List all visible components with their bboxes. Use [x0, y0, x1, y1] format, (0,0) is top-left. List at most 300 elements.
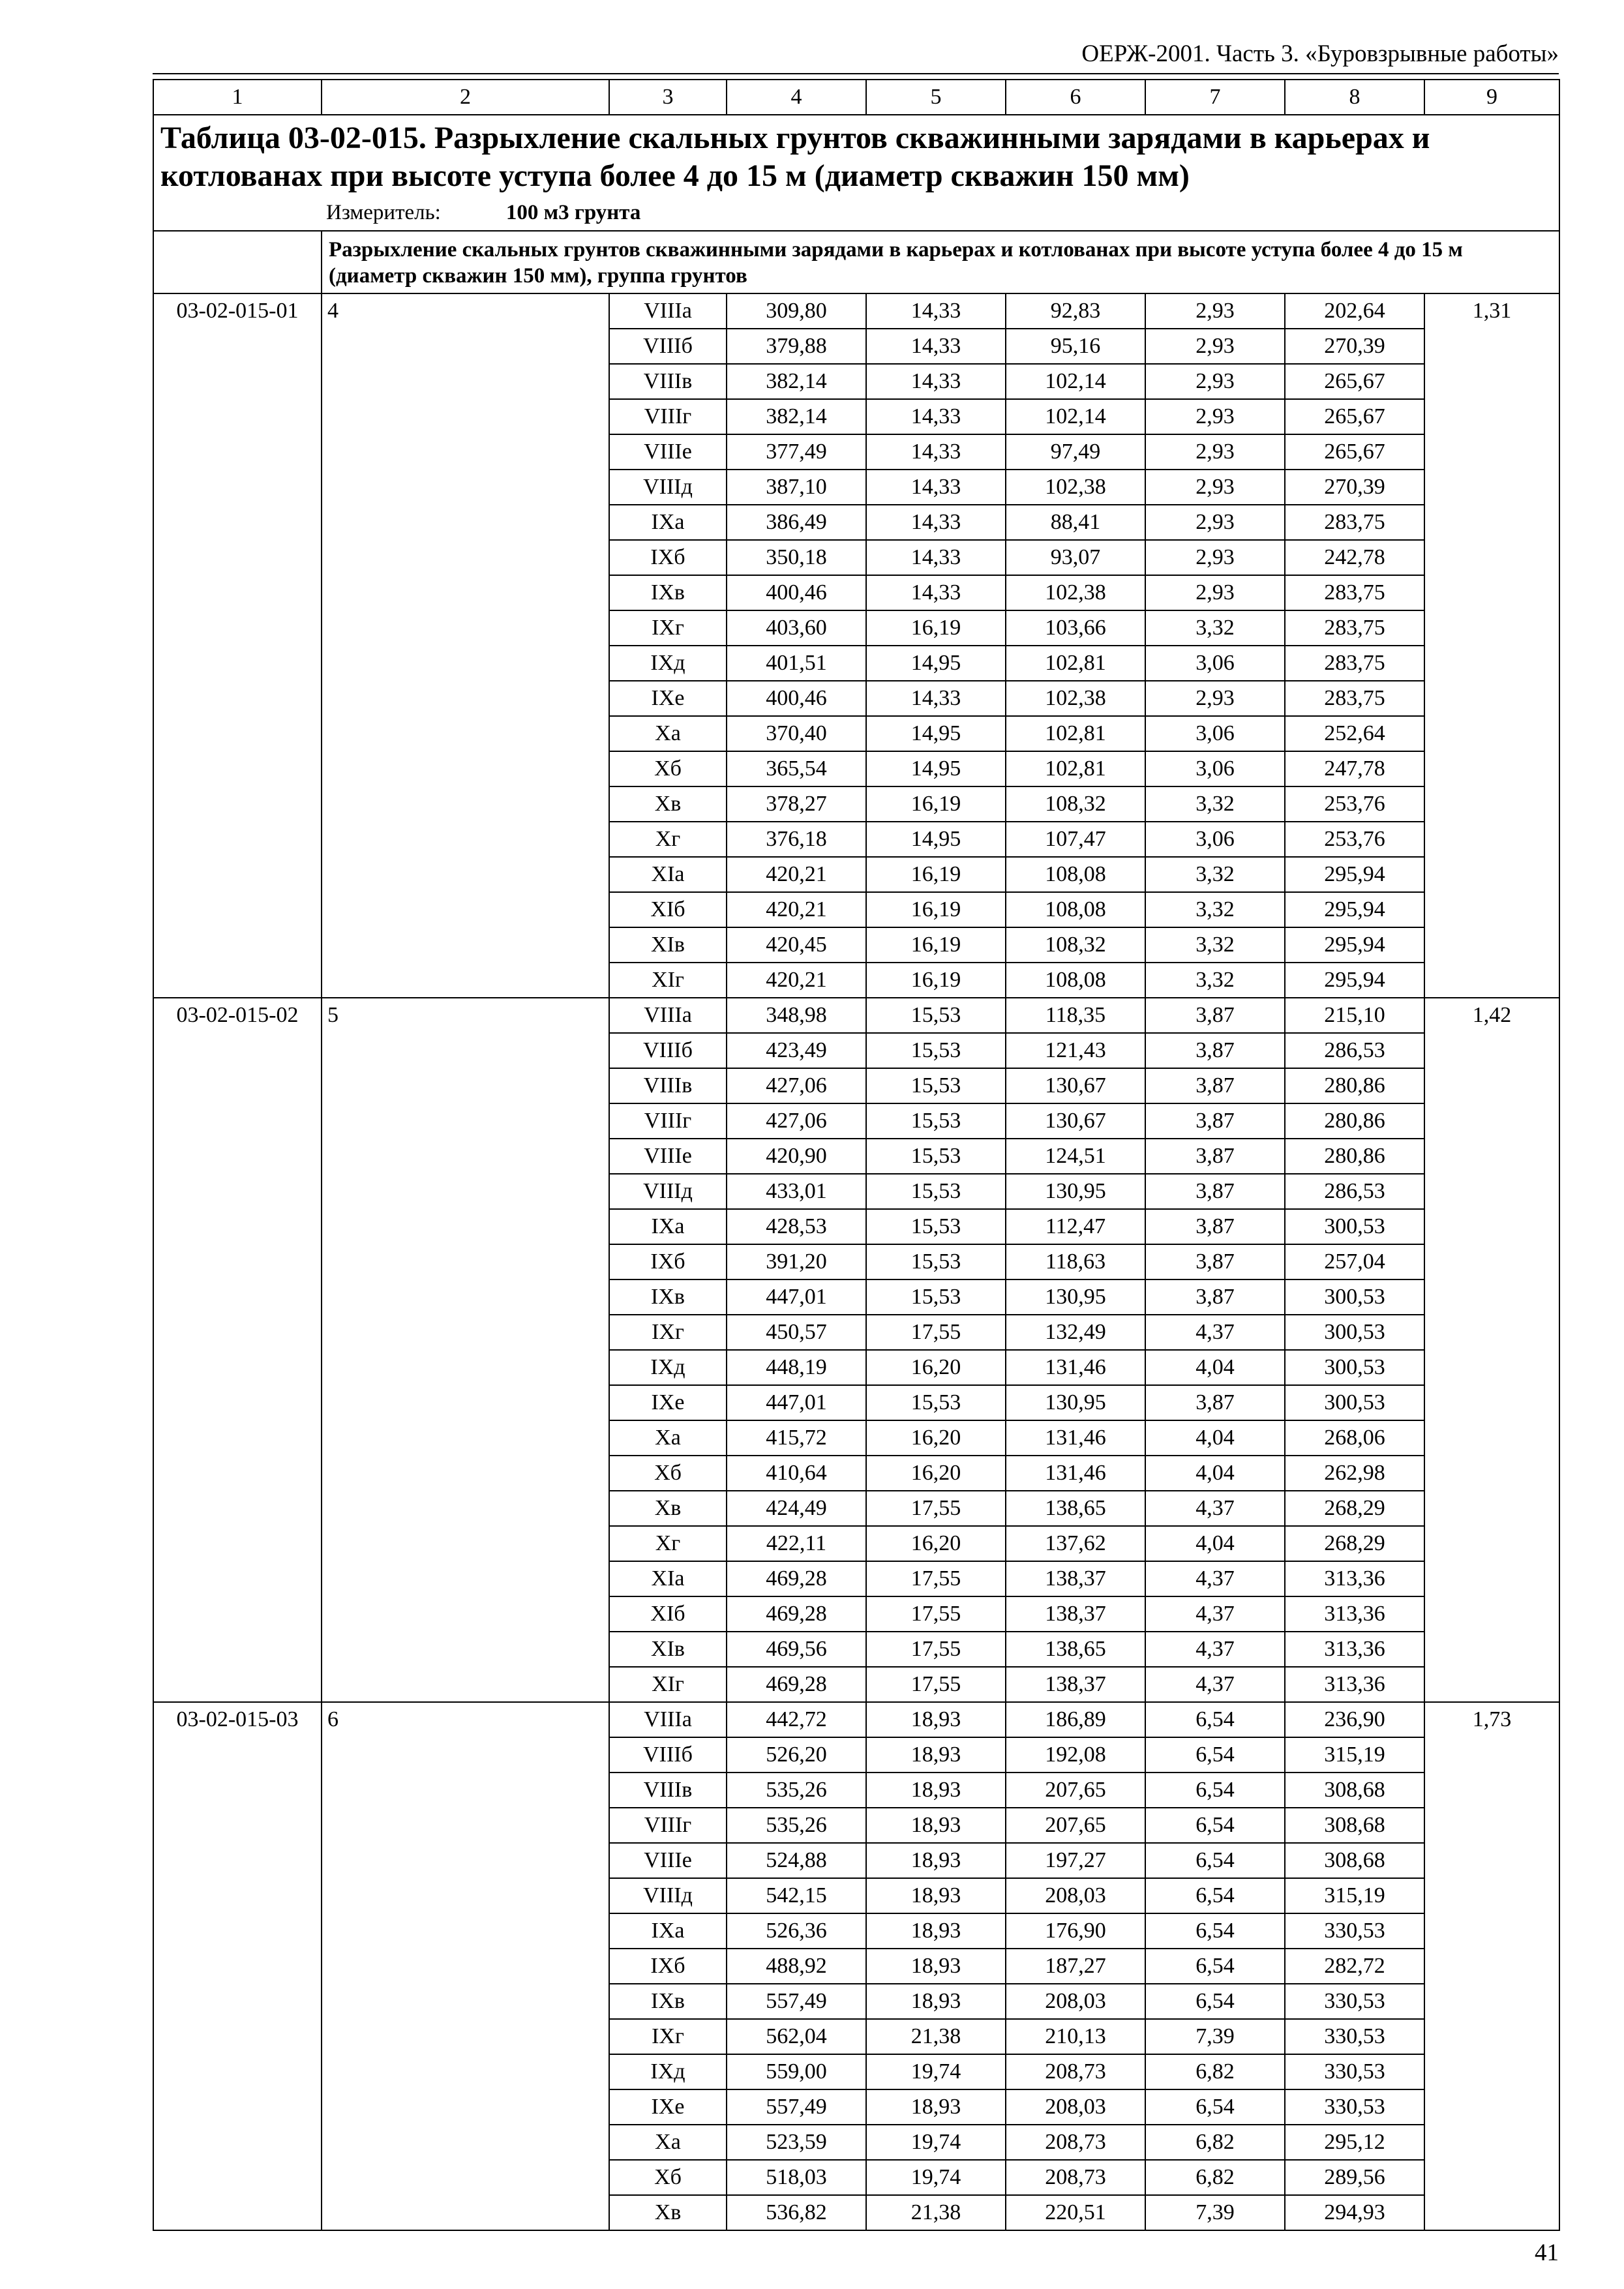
table-title-cell: [153, 115, 1559, 231]
table-title-row: [153, 115, 1559, 231]
rate-code: 03-02-015-01: [153, 293, 322, 998]
soil-group: 5: [322, 998, 609, 1702]
labor-wages: 18,93: [866, 1737, 1006, 1773]
operator-wages: 3,87: [1145, 1244, 1285, 1279]
machine-operation: 132,49: [1006, 1315, 1145, 1350]
labor-wages: 14,95: [866, 751, 1006, 786]
total-cost: 469,28: [727, 1596, 866, 1632]
materials-cost: 236,90: [1285, 1702, 1424, 1737]
labor-wages: 18,93: [866, 1808, 1006, 1843]
labor-wages: 18,93: [866, 1843, 1006, 1878]
total-cost: 442,72: [727, 1702, 866, 1737]
operator-wages: 4,04: [1145, 1526, 1285, 1561]
operator-wages: 2,93: [1145, 505, 1285, 540]
total-cost: 400,46: [727, 681, 866, 716]
operator-wages: 6,54: [1145, 1773, 1285, 1808]
rock-category: Xв: [609, 2195, 727, 2230]
labor-wages: 19,74: [866, 2160, 1006, 2195]
operator-wages: 2,93: [1145, 681, 1285, 716]
rock-category: VIIIд: [609, 1878, 727, 1913]
labor-wages: 15,53: [866, 1139, 1006, 1174]
total-cost: 450,57: [727, 1315, 866, 1350]
materials-cost: 308,68: [1285, 1773, 1424, 1808]
column-number: 9: [1424, 80, 1559, 115]
total-cost: 469,28: [727, 1561, 866, 1596]
machine-operation: 102,38: [1006, 575, 1145, 610]
machine-operation: 138,65: [1006, 1491, 1145, 1526]
labor-hours: 1,31: [1424, 293, 1559, 998]
total-cost: 401,51: [727, 646, 866, 681]
materials-cost: 265,67: [1285, 364, 1424, 399]
rock-category: Xб: [609, 2160, 727, 2195]
operator-wages: 4,37: [1145, 1596, 1285, 1632]
labor-wages: 14,33: [866, 364, 1006, 399]
operator-wages: 3,06: [1145, 716, 1285, 751]
operator-wages: 2,93: [1145, 293, 1285, 329]
materials-cost: 283,75: [1285, 681, 1424, 716]
labor-wages: 14,95: [866, 716, 1006, 751]
rock-category: IXв: [609, 1984, 727, 2019]
total-cost: 433,01: [727, 1174, 866, 1209]
labor-wages: 15,53: [866, 1209, 1006, 1244]
machine-operation: 197,27: [1006, 1843, 1145, 1878]
machine-operation: 130,67: [1006, 1068, 1145, 1103]
rock-category: VIIIг: [609, 1808, 727, 1843]
materials-cost: 330,53: [1285, 1984, 1424, 2019]
labor-wages: 14,33: [866, 399, 1006, 434]
rock-category: VIIIе: [609, 1843, 727, 1878]
table-row: [153, 1702, 1559, 1737]
total-cost: 391,20: [727, 1244, 866, 1279]
labor-wages: 14,95: [866, 646, 1006, 681]
total-cost: 386,49: [727, 505, 866, 540]
total-cost: 542,15: [727, 1878, 866, 1913]
rock-category: Xа: [609, 1420, 727, 1456]
operator-wages: 3,87: [1145, 1385, 1285, 1420]
operator-wages: 3,32: [1145, 857, 1285, 892]
machine-operation: 102,38: [1006, 681, 1145, 716]
norms-table: [153, 79, 1560, 2231]
operator-wages: 4,37: [1145, 1491, 1285, 1526]
total-cost: 469,56: [727, 1632, 866, 1667]
rock-category: IXд: [609, 2054, 727, 2089]
machine-operation: 208,73: [1006, 2054, 1145, 2089]
operator-wages: 2,93: [1145, 434, 1285, 470]
labor-wages: 16,19: [866, 892, 1006, 927]
operator-wages: 6,54: [1145, 1808, 1285, 1843]
rock-category: Xа: [609, 716, 727, 751]
total-cost: 526,36: [727, 1913, 866, 1949]
operator-wages: 6,54: [1145, 2089, 1285, 2125]
rock-category: Xб: [609, 751, 727, 786]
column-number: 6: [1006, 80, 1145, 115]
materials-cost: 270,39: [1285, 329, 1424, 364]
labor-wages: 15,53: [866, 998, 1006, 1033]
total-cost: 526,20: [727, 1737, 866, 1773]
column-number: 2: [322, 80, 609, 115]
labor-wages: 18,93: [866, 1984, 1006, 2019]
materials-cost: 294,93: [1285, 2195, 1424, 2230]
operator-wages: 2,93: [1145, 399, 1285, 434]
materials-cost: 253,76: [1285, 822, 1424, 857]
total-cost: 378,27: [727, 786, 866, 822]
operator-wages: 7,39: [1145, 2195, 1285, 2230]
total-cost: 415,72: [727, 1420, 866, 1456]
rock-category: VIIIб: [609, 1033, 727, 1068]
rock-category: VIIIг: [609, 399, 727, 434]
operator-wages: 4,37: [1145, 1315, 1285, 1350]
machine-operation: 93,07: [1006, 540, 1145, 575]
total-cost: 348,98: [727, 998, 866, 1033]
rock-category: XIа: [609, 857, 727, 892]
total-cost: 469,28: [727, 1667, 866, 1702]
machine-operation: 103,66: [1006, 610, 1145, 646]
labor-wages: 15,53: [866, 1033, 1006, 1068]
operator-wages: 3,06: [1145, 822, 1285, 857]
rock-category: IXд: [609, 1350, 727, 1385]
labor-wages: 15,53: [866, 1279, 1006, 1315]
labor-wages: 21,38: [866, 2195, 1006, 2230]
materials-cost: 262,98: [1285, 1456, 1424, 1491]
materials-cost: 283,75: [1285, 575, 1424, 610]
materials-cost: 280,86: [1285, 1103, 1424, 1139]
machine-operation: 88,41: [1006, 505, 1145, 540]
operator-wages: 3,87: [1145, 1068, 1285, 1103]
materials-cost: 315,19: [1285, 1878, 1424, 1913]
materials-cost: 330,53: [1285, 2089, 1424, 2125]
meter-value: 100 м3 грунта: [505, 201, 641, 224]
operator-wages: 6,54: [1145, 1737, 1285, 1773]
materials-cost: 300,53: [1285, 1315, 1424, 1350]
labor-wages: 18,93: [866, 1702, 1006, 1737]
operator-wages: 4,04: [1145, 1456, 1285, 1491]
machine-operation: 210,13: [1006, 2019, 1145, 2054]
rock-category: VIIIа: [609, 998, 727, 1033]
total-cost: 382,14: [727, 399, 866, 434]
total-cost: 428,53: [727, 1209, 866, 1244]
operator-wages: 3,32: [1145, 927, 1285, 963]
operator-wages: 7,39: [1145, 2019, 1285, 2054]
labor-wages: 16,19: [866, 786, 1006, 822]
labor-wages: 15,53: [866, 1244, 1006, 1279]
operator-wages: 6,54: [1145, 1878, 1285, 1913]
rock-category: Xб: [609, 1456, 727, 1491]
total-cost: 447,01: [727, 1385, 866, 1420]
rock-category: IXв: [609, 1279, 727, 1315]
table-row: [153, 293, 1559, 329]
operator-wages: 6,54: [1145, 1843, 1285, 1878]
materials-cost: 313,36: [1285, 1561, 1424, 1596]
materials-cost: 295,12: [1285, 2125, 1424, 2160]
rock-category: VIIIв: [609, 364, 727, 399]
operator-wages: 3,87: [1145, 1033, 1285, 1068]
labor-wages: 17,55: [866, 1632, 1006, 1667]
rock-category: XIа: [609, 1561, 727, 1596]
materials-cost: 268,29: [1285, 1526, 1424, 1561]
rock-category: XIб: [609, 892, 727, 927]
machine-operation: 121,43: [1006, 1033, 1145, 1068]
rock-category: XIг: [609, 1667, 727, 1702]
total-cost: 420,45: [727, 927, 866, 963]
rock-category: Xг: [609, 822, 727, 857]
labor-wages: 15,53: [866, 1385, 1006, 1420]
labor-wages: 14,33: [866, 470, 1006, 505]
table-subtitle: Разрыхление скальных грунтов скважинными зарядами в карьерах и котлованах при высоте уступа более 4 до 15 м (диаметр скважин 150 мм), группа грунтов: [322, 231, 1559, 293]
machine-operation: 102,81: [1006, 646, 1145, 681]
materials-cost: 313,36: [1285, 1632, 1424, 1667]
labor-wages: 17,55: [866, 1596, 1006, 1632]
labor-wages: 17,55: [866, 1667, 1006, 1702]
operator-wages: 3,32: [1145, 892, 1285, 927]
soil-group: 4: [322, 293, 609, 998]
machine-operation: 138,37: [1006, 1596, 1145, 1632]
labor-wages: 16,19: [866, 857, 1006, 892]
machine-operation: 102,81: [1006, 716, 1145, 751]
machine-operation: 112,47: [1006, 1209, 1145, 1244]
labor-wages: 14,33: [866, 681, 1006, 716]
materials-cost: 313,36: [1285, 1596, 1424, 1632]
machine-operation: 108,08: [1006, 892, 1145, 927]
materials-cost: 308,68: [1285, 1808, 1424, 1843]
machine-operation: 130,95: [1006, 1279, 1145, 1315]
column-number: 1: [153, 80, 322, 115]
total-cost: 557,49: [727, 2089, 866, 2125]
machine-operation: 130,95: [1006, 1174, 1145, 1209]
operator-wages: 3,32: [1145, 610, 1285, 646]
operator-wages: 4,37: [1145, 1667, 1285, 1702]
materials-cost: 300,53: [1285, 1350, 1424, 1385]
machine-operation: 130,95: [1006, 1385, 1145, 1420]
total-cost: 309,80: [727, 293, 866, 329]
header-rule: [153, 73, 1559, 74]
labor-wages: 14,33: [866, 540, 1006, 575]
rock-category: VIIIб: [609, 329, 727, 364]
rock-category: VIIIе: [609, 434, 727, 470]
materials-cost: 330,53: [1285, 2019, 1424, 2054]
labor-wages: 19,74: [866, 2125, 1006, 2160]
materials-cost: 330,53: [1285, 2054, 1424, 2089]
machine-operation: 108,08: [1006, 963, 1145, 998]
table-title: Таблица 03-02-015. Разрыхление скальных грунтов скважинными зарядами в карьерах и котлованах при высоте уступа более 4 до 15 м (диаметр скважин 150 мм): [160, 121, 1430, 193]
total-cost: 420,90: [727, 1139, 866, 1174]
materials-cost: 283,75: [1285, 505, 1424, 540]
operator-wages: 2,93: [1145, 329, 1285, 364]
total-cost: 427,06: [727, 1103, 866, 1139]
column-number: 3: [609, 80, 727, 115]
labor-hours: 1,42: [1424, 998, 1559, 1702]
total-cost: 365,54: [727, 751, 866, 786]
machine-operation: 138,65: [1006, 1632, 1145, 1667]
running-title: ОЕРЖ-2001. Часть 3. «Буровзрывные работы»: [1081, 40, 1559, 67]
total-cost: 427,06: [727, 1068, 866, 1103]
materials-cost: 280,86: [1285, 1139, 1424, 1174]
machine-operation: 95,16: [1006, 329, 1145, 364]
rock-category: VIIIд: [609, 470, 727, 505]
total-cost: 488,92: [727, 1949, 866, 1984]
total-cost: 410,64: [727, 1456, 866, 1491]
rock-category: Xг: [609, 1526, 727, 1561]
rock-category: IXб: [609, 1949, 727, 1984]
labor-wages: 21,38: [866, 2019, 1006, 2054]
machine-operation: 108,08: [1006, 857, 1145, 892]
machine-operation: 108,32: [1006, 786, 1145, 822]
total-cost: 420,21: [727, 892, 866, 927]
total-cost: 370,40: [727, 716, 866, 751]
materials-cost: 215,10: [1285, 998, 1424, 1033]
rock-category: IXе: [609, 2089, 727, 2125]
labor-wages: 14,33: [866, 575, 1006, 610]
labor-wages: 14,95: [866, 822, 1006, 857]
meter-line: [326, 198, 1552, 228]
rock-category: IXг: [609, 1315, 727, 1350]
materials-cost: 295,94: [1285, 892, 1424, 927]
materials-cost: 282,72: [1285, 1949, 1424, 1984]
machine-operation: 187,27: [1006, 1949, 1145, 1984]
total-cost: 559,00: [727, 2054, 866, 2089]
machine-operation: 131,46: [1006, 1420, 1145, 1456]
operator-wages: 3,32: [1145, 963, 1285, 998]
materials-cost: 308,68: [1285, 1843, 1424, 1878]
labor-wages: 18,93: [866, 2089, 1006, 2125]
labor-wages: 17,55: [866, 1315, 1006, 1350]
operator-wages: 4,37: [1145, 1561, 1285, 1596]
subtitle-blank-cell: [153, 231, 322, 293]
machine-operation: 102,14: [1006, 364, 1145, 399]
operator-wages: 6,54: [1145, 1949, 1285, 1984]
materials-cost: 289,56: [1285, 2160, 1424, 2195]
total-cost: 350,18: [727, 540, 866, 575]
materials-cost: 330,53: [1285, 1913, 1424, 1949]
operator-wages: 6,54: [1145, 1984, 1285, 2019]
machine-operation: 208,03: [1006, 1984, 1145, 2019]
operator-wages: 4,04: [1145, 1420, 1285, 1456]
rock-category: Xв: [609, 786, 727, 822]
rock-category: Xа: [609, 2125, 727, 2160]
machine-operation: 118,35: [1006, 998, 1145, 1033]
total-cost: 376,18: [727, 822, 866, 857]
operator-wages: 3,87: [1145, 1103, 1285, 1139]
labor-wages: 15,53: [866, 1068, 1006, 1103]
materials-cost: 247,78: [1285, 751, 1424, 786]
operator-wages: 3,06: [1145, 751, 1285, 786]
rock-category: XIг: [609, 963, 727, 998]
total-cost: 422,11: [727, 1526, 866, 1561]
rock-category: VIIIб: [609, 1737, 727, 1773]
rock-category: VIIIв: [609, 1068, 727, 1103]
column-number: 4: [727, 80, 866, 115]
operator-wages: 3,87: [1145, 1139, 1285, 1174]
materials-cost: 202,64: [1285, 293, 1424, 329]
subtitle-row: [153, 231, 1559, 293]
machine-operation: 220,51: [1006, 2195, 1145, 2230]
column-number: 8: [1285, 80, 1424, 115]
total-cost: 448,19: [727, 1350, 866, 1385]
machine-operation: 192,08: [1006, 1737, 1145, 1773]
labor-wages: 19,74: [866, 2054, 1006, 2089]
materials-cost: 286,53: [1285, 1174, 1424, 1209]
rock-category: IXб: [609, 540, 727, 575]
rock-category: IXа: [609, 505, 727, 540]
materials-cost: 280,86: [1285, 1068, 1424, 1103]
total-cost: 400,46: [727, 575, 866, 610]
machine-operation: 130,67: [1006, 1103, 1145, 1139]
machine-operation: 208,03: [1006, 2089, 1145, 2125]
materials-cost: 265,67: [1285, 399, 1424, 434]
machine-operation: 137,62: [1006, 1526, 1145, 1561]
labor-wages: 16,20: [866, 1420, 1006, 1456]
operator-wages: 2,93: [1145, 364, 1285, 399]
materials-cost: 315,19: [1285, 1737, 1424, 1773]
total-cost: 420,21: [727, 857, 866, 892]
operator-wages: 2,93: [1145, 575, 1285, 610]
total-cost: 387,10: [727, 470, 866, 505]
total-cost: 535,26: [727, 1808, 866, 1843]
machine-operation: 208,03: [1006, 1878, 1145, 1913]
labor-wages: 15,53: [866, 1174, 1006, 1209]
machine-operation: 102,38: [1006, 470, 1145, 505]
rock-category: IXе: [609, 681, 727, 716]
total-cost: 562,04: [727, 2019, 866, 2054]
machine-operation: 102,81: [1006, 751, 1145, 786]
total-cost: 379,88: [727, 329, 866, 364]
operator-wages: 3,87: [1145, 1209, 1285, 1244]
labor-wages: 16,19: [866, 927, 1006, 963]
total-cost: 518,03: [727, 2160, 866, 2195]
materials-cost: 313,36: [1285, 1667, 1424, 1702]
labor-wages: 15,53: [866, 1103, 1006, 1139]
total-cost: 447,01: [727, 1279, 866, 1315]
operator-wages: 6,82: [1145, 2160, 1285, 2195]
column-number: 5: [866, 80, 1006, 115]
operator-wages: 3,87: [1145, 1279, 1285, 1315]
materials-cost: 268,29: [1285, 1491, 1424, 1526]
page-number: 41: [1535, 2239, 1559, 2266]
rock-category: IXг: [609, 2019, 727, 2054]
labor-wages: 16,20: [866, 1350, 1006, 1385]
operator-wages: 2,93: [1145, 470, 1285, 505]
total-cost: 423,49: [727, 1033, 866, 1068]
labor-wages: 17,55: [866, 1561, 1006, 1596]
column-number-row: [153, 80, 1559, 115]
labor-hours: 1,73: [1424, 1702, 1559, 2230]
machine-operation: 207,65: [1006, 1808, 1145, 1843]
machine-operation: 208,73: [1006, 2160, 1145, 2195]
materials-cost: 295,94: [1285, 857, 1424, 892]
total-cost: 535,26: [727, 1773, 866, 1808]
rock-category: VIIIа: [609, 293, 727, 329]
total-cost: 524,88: [727, 1843, 866, 1878]
machine-operation: 138,37: [1006, 1667, 1145, 1702]
rock-category: VIIIа: [609, 1702, 727, 1737]
materials-cost: 270,39: [1285, 470, 1424, 505]
labor-wages: 14,33: [866, 505, 1006, 540]
machine-operation: 102,14: [1006, 399, 1145, 434]
materials-cost: 283,75: [1285, 610, 1424, 646]
rock-category: VIIIв: [609, 1773, 727, 1808]
table-row: [153, 998, 1559, 1033]
labor-wages: 14,33: [866, 434, 1006, 470]
meter-label: Измеритель:: [326, 201, 441, 224]
machine-operation: 108,32: [1006, 927, 1145, 963]
labor-wages: 16,19: [866, 963, 1006, 998]
rock-category: IXе: [609, 1385, 727, 1420]
rock-category: IXд: [609, 646, 727, 681]
operator-wages: 2,93: [1145, 540, 1285, 575]
total-cost: 557,49: [727, 1984, 866, 2019]
rock-category: XIб: [609, 1596, 727, 1632]
machine-operation: 131,46: [1006, 1456, 1145, 1491]
operator-wages: 6,54: [1145, 1913, 1285, 1949]
